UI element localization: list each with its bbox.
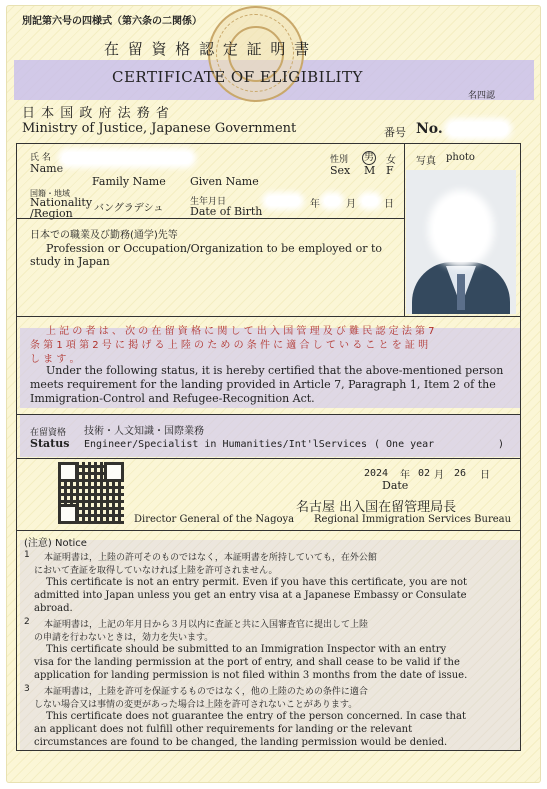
bureau-en: Regional Immigration Services Bureau — [314, 514, 512, 525]
sex-label-en: Sex — [330, 164, 351, 177]
certification-en-3: Immigration-Control and Refugee-Recognition Act. — [30, 392, 315, 405]
notice-3-en-2: an applicant does not fulfill other requirements for landing or the relevant — [34, 724, 413, 735]
nationality-value: バングラデシュ — [94, 203, 164, 214]
sex-female-jp: 女 — [386, 155, 396, 166]
status-value-jp: 技術・人文知識・国際業務 — [84, 426, 204, 437]
name-label-jp: 氏 名 — [30, 153, 51, 163]
row-divider-3 — [17, 414, 520, 415]
family-name-label: Family Name — [92, 175, 166, 188]
notice-label: (注意) Notice — [24, 538, 87, 549]
number-label-jp: 番号 — [384, 126, 406, 139]
notice-1-en-1: This certificate is not an entry permit. Even if you have this certificate, you are not — [46, 577, 467, 588]
status-duration: ( One year — [374, 439, 435, 450]
issue-year-jp: 年 — [400, 470, 410, 481]
notice-3-jp-2: しない場合又は事情の変更があった場合は上陸を許可されないことがあります。 — [34, 700, 358, 710]
issuing-office-jp: 名古屋 出入国在留管理局長 — [296, 500, 457, 515]
photo-label-en: photo — [446, 152, 475, 163]
nationality-label-en: Nationality — [30, 196, 93, 209]
nationality-label-jp: 国籍・地域 — [30, 189, 70, 198]
row-divider-2 — [17, 316, 520, 317]
status-label-en: Status — [30, 437, 70, 450]
notice-2-en-1: This certificate should be submitted to an Immigration Inspector with an entry — [46, 644, 447, 655]
notice-3-en-1: This certificate does not guarantee the entry of the person concerned. In case that — [46, 711, 466, 722]
notice-1-jp-1: 本証明書は，上陸の許可そのものではなく，本証明書を所持していても，在外公館 — [44, 553, 377, 563]
notice-2-jp-2: の申請を行わないときは，効力を失います。 — [34, 633, 214, 643]
issue-day-jp: 日 — [480, 470, 490, 481]
row-divider-1 — [17, 218, 405, 219]
notice-3-en-3: circumstances are found to be changed, the landing permission would be denied. — [34, 737, 448, 748]
director-en: Director General of the Nagoya — [134, 514, 295, 525]
sex-male-jp: 男 — [364, 152, 374, 163]
dob-label-en: Date of Birth — [190, 205, 263, 218]
given-name-label: Given Name — [190, 175, 259, 188]
dob-day-redacted — [362, 196, 378, 206]
title-en: CERTIFICATE OF ELIGIBILITY — [112, 68, 363, 86]
issuer-code: 名四認 — [468, 91, 496, 101]
notice-3-jp-1: 本証明書は，上陸を許可を保証するものではなく，他の上陸のための条件に適合 — [44, 687, 368, 697]
number-redacted — [448, 122, 508, 136]
dob-day-jp: 日 — [384, 199, 394, 210]
number-label-en: No. — [416, 121, 443, 137]
notice-1-number: 1 — [24, 550, 30, 560]
status-close-paren: ) — [498, 439, 505, 450]
status-value-en: Engineer/Specialist in Humanities/Int'lServices — [84, 439, 367, 450]
notice-2-jp-1: 本証明書は，上記の年月日から３月以内に査証と共に入国審査官に提出して上陸 — [44, 620, 369, 630]
notice-1-en-3: abroad. — [34, 603, 73, 614]
dob-year-redacted — [266, 196, 300, 206]
dob-month-jp: 月 — [346, 199, 356, 210]
title-jp: 在 留 資 格 認 定 証 明 書 — [104, 40, 312, 58]
sex-f: F — [386, 164, 394, 177]
photo-tie — [457, 274, 465, 310]
qr-corner-tr — [104, 462, 124, 482]
photo-label-jp: 写真 — [416, 156, 436, 167]
issue-day: 26 — [454, 468, 467, 479]
occupation-label-en-1: Profession or Occupation/Organization to be employed or to — [46, 242, 382, 255]
notice-2-en-2: visa for the landing permission at the port of entry, and shall cease to be valid if the — [34, 657, 460, 668]
applicant-photo — [406, 170, 516, 314]
dob-year-jp: 年 — [310, 199, 320, 210]
dob-label-jp: 生年月日 — [190, 197, 227, 207]
occupation-label-jp: 日本での職業及び勤務(通学)先等 — [30, 230, 178, 241]
issue-date-label: Date — [382, 479, 409, 492]
qr-corner-bl — [58, 504, 78, 524]
dob-month-redacted — [324, 196, 340, 206]
region-label-en: /Region — [30, 207, 73, 220]
occupation-label-en-2: study in Japan — [30, 255, 110, 268]
qr-code — [58, 462, 124, 524]
row-divider-4 — [17, 458, 520, 459]
certification-en-1: Under the following status, it is hereby certified that the above-mentioned person — [46, 364, 504, 377]
name-label-en: Name — [30, 162, 64, 175]
issue-month: 02 — [418, 468, 431, 479]
notice-1-en-2: admitted into Japan unless you get an entry visa at a Japanese Embassy or Consulate — [34, 590, 467, 601]
form-label: 別記第六号の四様式（第六条の二関係） — [22, 16, 202, 27]
notice-2-en-3: application for landing permission is not filed within 3 months from the date of issue. — [34, 670, 468, 681]
certification-jp-2: 条 第 1 項 第 2 号 に 掲 げ る 上 陸 の た め の 条 件 に 適 合 し て い る こ と を 証 明 — [30, 340, 429, 351]
ministry-jp: 日 本 国 政 府 法 務 省 — [22, 106, 170, 121]
notice-2-number: 2 — [24, 617, 30, 627]
issue-year: 2024 — [364, 468, 389, 479]
photo-face-redacted — [434, 196, 488, 262]
sex-label-jp: 性別 — [330, 155, 349, 165]
qr-corner-tl — [58, 462, 78, 482]
notice-3-number: 3 — [24, 684, 30, 694]
certification-jp-1: 上 記 の 者 は 、 次 の 在 留 資 格 に 関 し て 出 入 国 管 理 及 び 難 民 認 定 法 第 7 — [46, 326, 435, 337]
certification-en-2: meets requirement for the landing provided in Article 7, Paragraph 1, Item 2 of the — [30, 378, 496, 391]
sex-m: M — [364, 164, 376, 177]
issue-month-jp: 月 — [434, 470, 444, 481]
row-divider-5 — [17, 530, 520, 531]
status-label-jp: 在留資格 — [30, 428, 67, 438]
notice-1-jp-2: において査証を取得していなければ上陸を許可されません。 — [34, 566, 278, 576]
name-redacted — [62, 152, 192, 164]
certification-jp-3: し ま す 。 — [30, 354, 80, 365]
ministry-en: Ministry of Justice, Japanese Government — [22, 121, 297, 136]
photo-divider — [404, 144, 405, 316]
